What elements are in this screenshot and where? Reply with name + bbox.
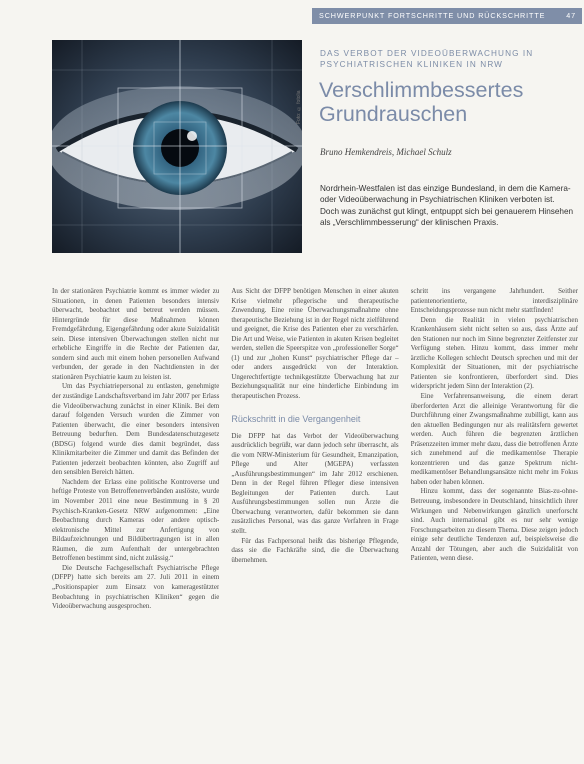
body-paragraph: Um das Psychiatriepersonal zu entlasten, genehmigte der zuständige Landschaftsverband im Jahr 2007 per Erlass die Videoüberwachung zunächst in einer Klinik. Bei dem darauf folgenden Versuch wurden die Zimmer von Patienten überwacht, die einer besonders intensiven Betreuung bedurften. Dem Bundesdatenschutzgesetz (BDSG) folgend wurde dies damit begründet, dass Klinikmitarbeiter die Zimmer und damit das Befinden der Patienten jederzeit beobachten könnten, also Zugriff auf den sensiblen Bereich hätten. xyxy=(52,382,220,477)
body-paragraph: Eine Verfahrensanweisung, die einem derart überforderten Arzt die alleinige Verantwortung für die Durchführung einer Zwangsmaßnahme zubilligt, kann aus den aktuellen Bedingungen nur als realitätsfern gewertet werden. Auch führen die begrenzten ärztlichen Präsenzzeiten immer mehr dazu, dass die betroffenen Ärzte sich zunehmend auf die medikamentöse Therapie konzentrieren und das ganze Spektrum nicht-medikamentöser Behandlungsansätze nicht mehr im Fokus haben oder haben können. xyxy=(410,392,578,486)
eye-photo xyxy=(52,40,302,253)
body-paragraph: Nachdem der Erlass eine politische Kontroverse und heftige Proteste von Betroffenenverbänden auslöste, wurde im November 2011 eine neue Bestimmung in § 20 Psychisch-Kranken-Gesetz NRW aufgenommen: „Eine Beobachtung durch Kameras oder andere optisch-elektronische Mittel zur Anfertigung von Bildaufzeichnungen und Bildübertragungen ist in allen Räumen, die zum Aufenthalt der untergebrachten Betroffenen bestimmt sind, nicht zulässig.“ xyxy=(52,477,220,563)
body-paragraph: Die DFPP hat das Verbot der Videoüberwachung ausdrücklich begrüßt, war dann jedoch sehr überrascht, als die vom NRW-Ministerium für Gesundheit, Emanzipation, Pflege und Alter (MGEPA) verfassten „Ausführungsbestimmungen“ im Jahr 2012 erschienen. Denn in der Regel führen Pfleger diese intensiven Begleitungen der Patienten durch. Laut Ausführungsbestimmungen sollen nun Ärzte die Überwachung verantworten, dafür bekommen sie dann zusätzliches Personal, was das ganze Verfahren in Frage stellt. xyxy=(231,431,399,536)
body-paragraph: In der stationären Psychiatrie kommt es immer wieder zu Situationen, in denen Patienten besonders intensiv überwacht, beobachtet und betreut werden müssen. Hintergründe für diese Maßnahmen können Fremdgefährdung, Eigengefährdung oder akute Suizidalität sein. Diese intensiven Überwachungen stellen nicht nur erhebliche Eingriffe in die Rechte der Patienten dar, sondern sind auch mit einem hohen personellen Aufwand verbunden, der gerade in den Nachtdiensten in der stationären Psychiatrie kaum zu leisten ist. xyxy=(52,287,220,381)
body-column-1 xyxy=(52,287,219,757)
photo-credit: Foto: © fotolia xyxy=(296,90,302,124)
body-paragraph: schritt ins vergangene Jahrhundert. Seither patientenorientierte, interdisziplinäre Entscheidungsprozesse nun nicht mehr stattfinden! xyxy=(410,287,578,315)
article-kicker: DAS VERBOT DER VIDEOÜBERWACHUNG IN PSYCHIATRISCHEN KLINIKEN IN NRW xyxy=(320,49,534,69)
body-paragraph: Die Deutsche Fachgesellschaft Psychiatrische Pflege (DFPP) hatte sich bereits am 27. Juli 2011 in einem „Positionspapier zum Einsatz von kameragestützter Beobachtung in psychiatrischen Kliniken“ gegen die Videoüberwachung ausgesprochen. xyxy=(52,563,220,611)
article-authors: Bruno Hemkendreis, Michael Schulz xyxy=(320,147,452,157)
page-number: 47 xyxy=(566,11,576,20)
eye-illustration xyxy=(52,40,302,253)
body-paragraph: Hinzu kommt, dass der sogenannte Bias-zu-ohne-Betreuung, insbesondere in Deutschland, hinsichtlich ihrer Wirkungen und Nebenwirkungen gänzlich unerforscht sind. Auch international gibt es nur sehr wenige Forschungsarbeiten zu diesem Thema. Diese zeigen jedoch einige sehr deutliche Tendenzen auf, beispielsweise die Anzahl der Tötungen, aber auch die Suizidalität von Patienten, wenn diese. xyxy=(410,487,578,563)
article-lead: Nordrhein-Westfalen ist das einzige Bundesland, in dem die Kamera- oder Videoüberwachung in Psychiatrischen Kliniken verboten ist. Doch was zunächst gut klingt, entpuppt sich bei genauerem Hinsehen als „Verschlimmbesserung“ der klinischen Praxis. xyxy=(320,184,574,227)
body-column-3 xyxy=(411,287,578,757)
body-paragraph: Aus Sicht der DFPP benötigen Menschen in einer akuten Krise vielmehr pflegerische und therapeutische Zuwendung. Eine reine Überwachungsmaßnahme ohne therapeutische Beziehung ist in der Regel nicht zielführend und geeignet, die Krise des Patienten eher zu verschärfen. Die Art und Weise, wie Patienten in akuten Krisen begleitet werden, stellen die Speerspitze von „professioneller Sorge“ (1) und zur „hohen Kunst“ psychiatrischer Pflege dar – oder anders ausgedrückt von der Interaktion. Ungerechtfertigte technikgestützte Überwachung hat zur Beziehungsqualität nur eine hinderliche Einbindung im therapeutischen Prozess. xyxy=(231,287,399,401)
body-paragraph: Für das Fachpersonal heißt das bisherige Pflegende, dass sie die Fachkräfte sind, die die Überwachung übernehmen. xyxy=(231,536,399,564)
section-header-band xyxy=(312,8,582,24)
article-headline xyxy=(319,78,581,126)
article-body xyxy=(52,287,578,757)
body-paragraph: Denn die Realität in vielen psychiatrischen Krankenhäusern sieht nicht selten so aus, dass Ärzte auf den Stationen nur noch im Sinne begrenzter Zeitfenster zur Verfügung stehen. Hinzu kommt, dass immer mehr ärztliche Kollegen schlecht Deutsch sprechen und mit der Komplexität der Situationen, mit der psychiatrische Patienten sie konfrontieren, überfordert sind. Dies widerspricht jedem Sinn der Interaktion (2). xyxy=(410,315,578,391)
section-label: SCHWERPUNKT FORTSCHRITTE UND RÜCKSCHRITTE xyxy=(319,11,546,20)
headline-line-2: Grundrauschen xyxy=(319,102,468,126)
headline-line-1: Verschlimmbessertes xyxy=(319,78,524,102)
section-subheading: Rückschritt in die Vergangenheit xyxy=(231,413,361,424)
body-column-2 xyxy=(231,287,398,757)
